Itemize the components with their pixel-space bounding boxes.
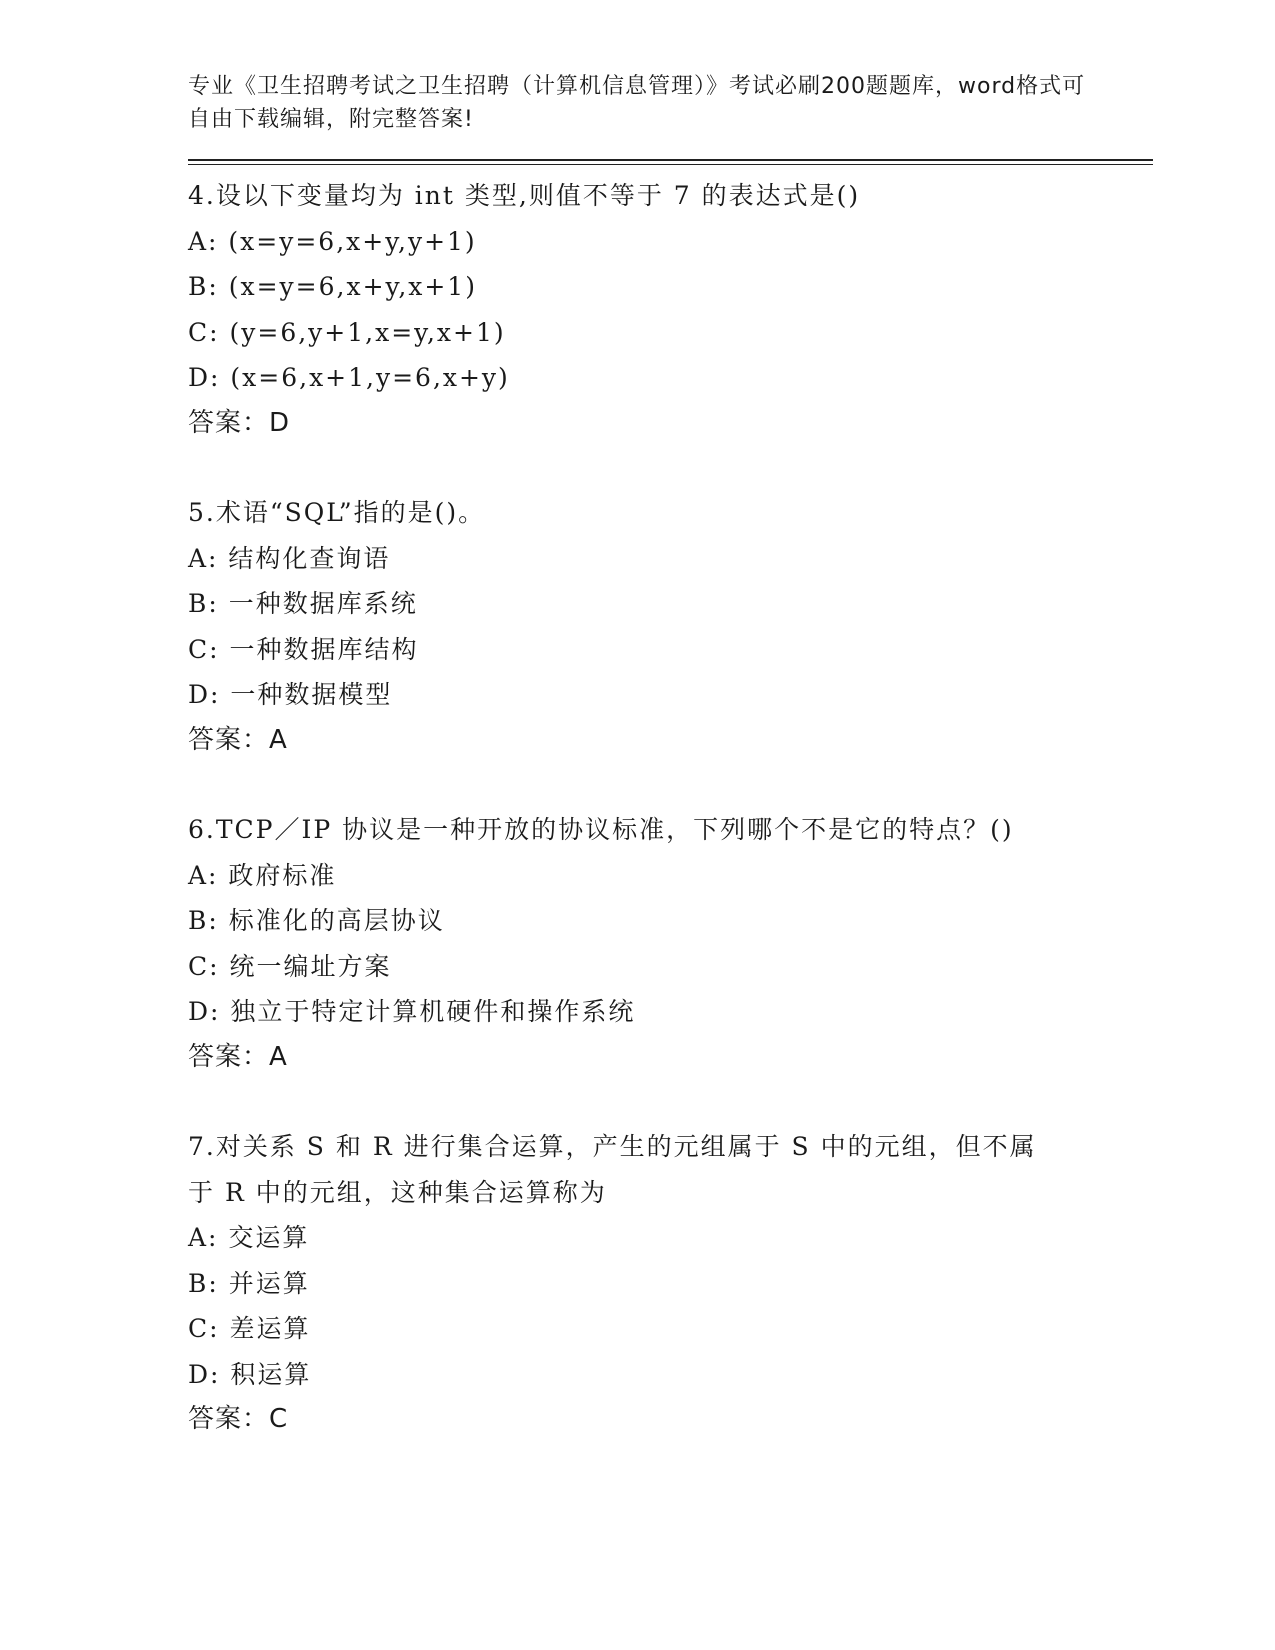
answer-line: 答案：C <box>188 1404 289 1434</box>
option-b: B: 标准化的高层协议 <box>188 906 445 935</box>
option-c: C: 统一编址方案 <box>188 951 392 981</box>
question-text: 7.对关系 S 和 R 进行集合运算，产生的元组属于 S 中的元组，但不属于 R 中的元组，这种集合运算称为 <box>188 1132 1037 1207</box>
header-divider <box>188 159 1153 165</box>
option-a: A: 结构化查询语 <box>188 543 391 573</box>
question-text: 5.术语“SQL”指的是()。 <box>188 498 486 527</box>
option-d: D: (x=6,x+1,y=6,x+y) <box>188 363 510 392</box>
option-d: D: 独立于特定计算机硬件和操作系统 <box>188 997 636 1026</box>
option-b: B: 并运算 <box>188 1268 310 1298</box>
question-text: 4.设以下变量均为 int 类型,则值不等于 7 的表达式是() <box>188 181 861 210</box>
option-a: A: 政府标准 <box>188 860 337 890</box>
option-a: A: 交运算 <box>188 1223 310 1252</box>
question-text: 6.TCP／IP 协议是一种开放的协议标准，下列哪个不是它的特点？() <box>188 815 1014 844</box>
option-d: D: 一种数据模型 <box>188 680 393 709</box>
option-b: B: (x=y=6,x+y,x+1) <box>188 272 477 301</box>
question-6 <box>188 807 1153 1080</box>
document-header: 专业《卫生招聘考试之卫生招聘（计算机信息管理）》考试必刷200题题库，word格式可自由下载编辑，附完整答案! <box>188 74 1086 132</box>
answer-line: 答案：A <box>188 724 288 755</box>
option-c: C: 差运算 <box>188 1314 311 1343</box>
question-5 <box>188 490 1153 763</box>
answer-line: 答案：A <box>188 1041 288 1072</box>
question-4 <box>188 173 1153 446</box>
option-c: C: 一种数据库结构 <box>188 634 419 664</box>
option-c: C: (y=6,y+1,x=y,x+1) <box>188 317 506 347</box>
answer-line: 答案：D <box>188 407 291 438</box>
option-d: D: 积运算 <box>188 1359 312 1389</box>
document-page <box>188 70 1153 1443</box>
question-7 <box>188 1124 1153 1443</box>
option-a: A: (x=y=6,x+y,y+1) <box>188 226 477 256</box>
option-b: B: 一种数据库系统 <box>188 589 418 618</box>
